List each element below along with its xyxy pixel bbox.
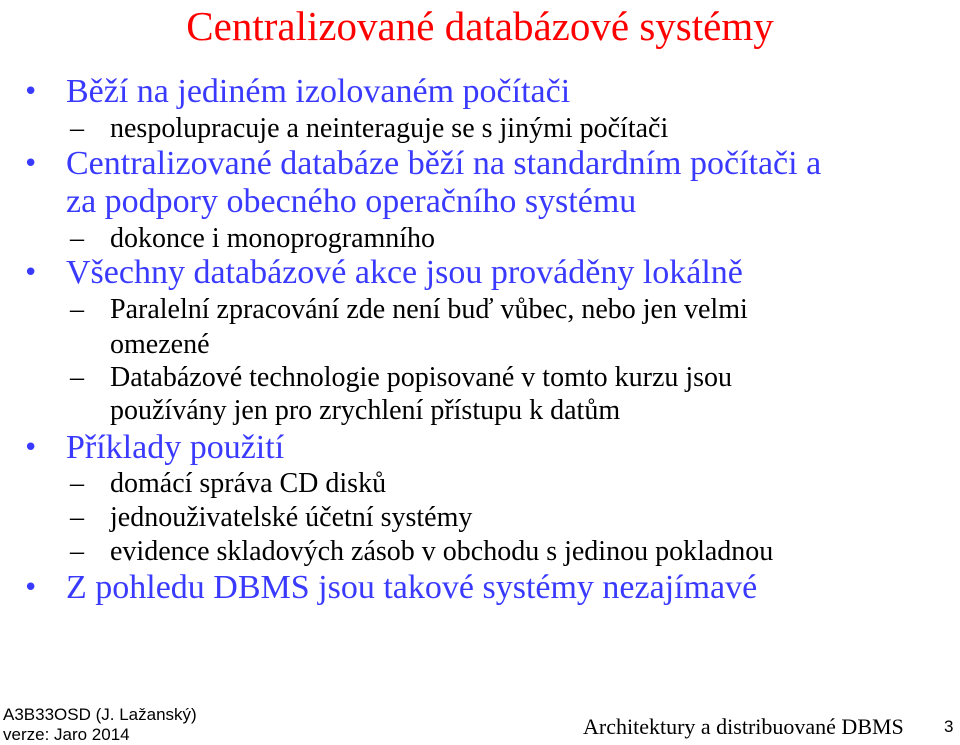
dash-icon: – bbox=[70, 223, 84, 254]
sub-item-text: používány jen pro zrychlení přístupu k datům bbox=[110, 395, 621, 426]
bullet-text: Centralizované databáze běží na standardním počítači a bbox=[66, 145, 822, 182]
bullet-text: za podpory obecného operačního systému bbox=[66, 183, 637, 220]
sub-item-text: Paralelní zpracování zde není buď vůbec, nebo jen velmi bbox=[110, 294, 748, 325]
sub-item-text: dokonce i monoprogramního bbox=[110, 223, 436, 254]
sub-item-1 bbox=[70, 112, 669, 146]
bullet-item-5 bbox=[23, 569, 758, 606]
footer-topic: Architektury a distribuované DBMS bbox=[583, 714, 904, 739]
bullet-icon: • bbox=[23, 433, 39, 463]
sub-item-text: domácí správa CD disků bbox=[110, 468, 387, 499]
bullet-item-2 bbox=[23, 145, 822, 182]
bullet-item-4 bbox=[23, 429, 285, 466]
sub-item-3-continuation bbox=[110, 328, 210, 362]
bullet-text: Běží na jediném izolovaném počítači bbox=[66, 73, 571, 110]
page-number: 3 bbox=[944, 717, 954, 736]
bullet-icon: • bbox=[23, 149, 39, 179]
slide-title: Centralizované databázové systémy bbox=[186, 3, 774, 49]
dash-icon: – bbox=[70, 502, 84, 533]
bullet-icon: • bbox=[23, 258, 39, 288]
bullet-icon: • bbox=[23, 77, 39, 107]
bullet-item-1 bbox=[23, 73, 571, 110]
sub-item-2 bbox=[70, 222, 436, 256]
sub-item-3 bbox=[70, 293, 748, 327]
sub-item-6 bbox=[70, 501, 473, 535]
footer-course: A3B33OSD (J. Lažanský) bbox=[3, 705, 197, 724]
sub-item-4-continuation bbox=[110, 394, 620, 428]
footer-version: verze: Jaro 2014 bbox=[3, 725, 130, 744]
sub-item-text: jednouživatelské účetní systémy bbox=[110, 502, 473, 533]
sub-item-5 bbox=[70, 467, 387, 501]
bullet-icon: • bbox=[23, 573, 39, 603]
dash-icon: – bbox=[70, 294, 84, 325]
bullet-item-2-continuation bbox=[66, 184, 636, 220]
sub-item-text: nespolupracuje a neinteraguje se s jinými počítači bbox=[110, 113, 669, 144]
bullet-text: Všechny databázové akce jsou prováděny lokálně bbox=[66, 254, 743, 291]
sub-item-text: evidence skladových zásob v obchodu s jedinou pokladnou bbox=[110, 536, 774, 567]
dash-icon: – bbox=[70, 468, 84, 499]
bullet-text: Příklady použití bbox=[66, 429, 285, 466]
sub-item-7 bbox=[70, 535, 774, 569]
dash-icon: – bbox=[70, 536, 84, 567]
dash-icon: – bbox=[70, 113, 84, 144]
bullet-text: Z pohledu DBMS jsou takové systémy nezajímavé bbox=[66, 569, 758, 606]
sub-item-text: omezené bbox=[110, 329, 210, 360]
bullet-item-3 bbox=[23, 254, 743, 291]
dash-icon: – bbox=[70, 362, 84, 393]
sub-item-4 bbox=[70, 361, 733, 395]
sub-item-text: Databázové technologie popisované v tomto kurzu jsou bbox=[110, 362, 733, 393]
